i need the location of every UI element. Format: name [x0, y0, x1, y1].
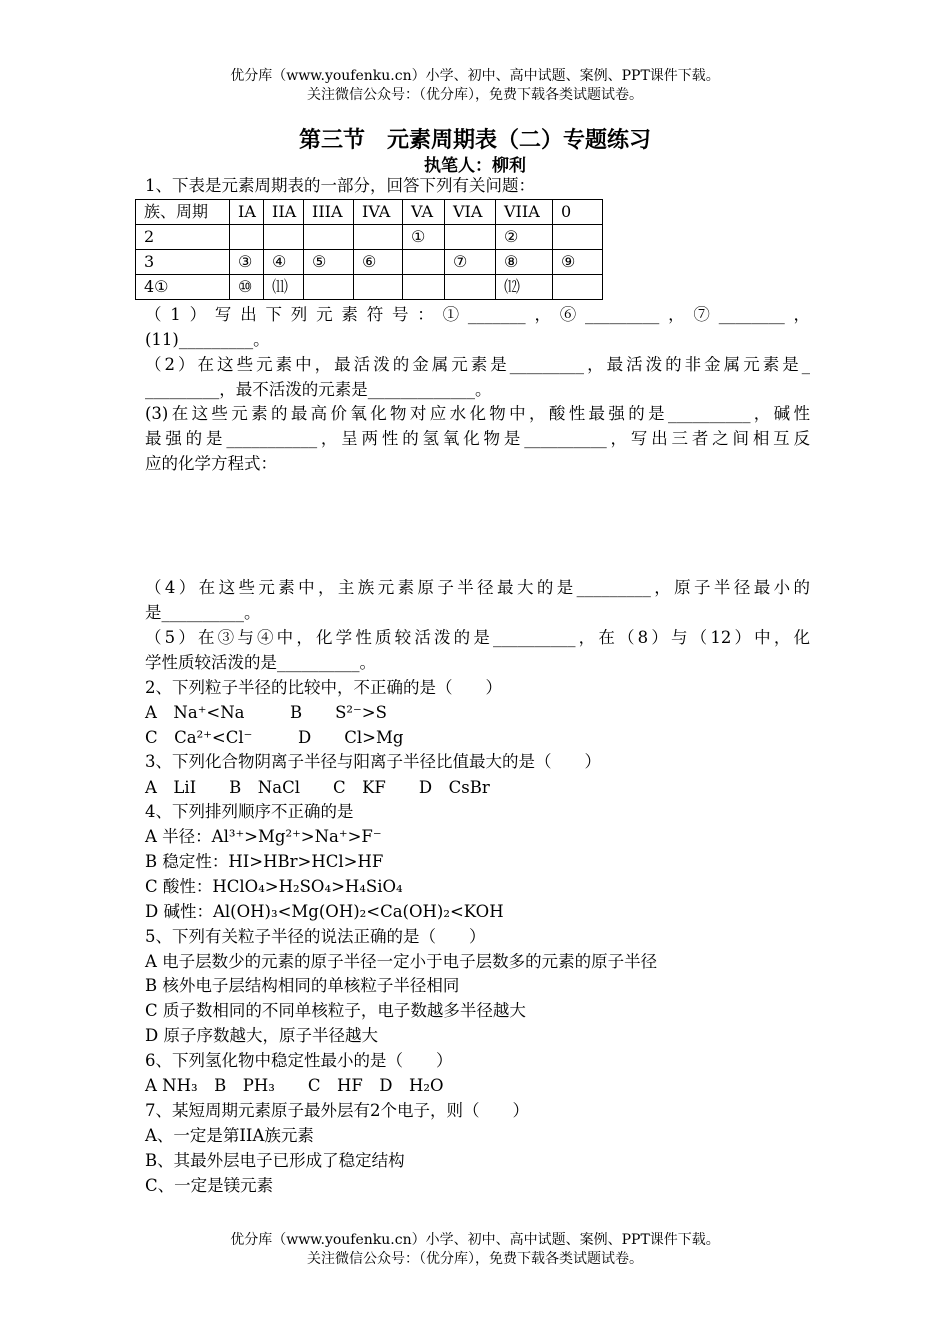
- table-cell: 4①: [136, 275, 230, 300]
- q2-option-a: A Na⁺<Na: [145, 703, 245, 722]
- q2-option-d: D Cl>Mg: [298, 728, 404, 747]
- header-line-2: 关注微信公众号：（优分库），免费下载各类试题试卷。: [307, 87, 643, 103]
- table-cell: IIA: [264, 200, 304, 225]
- q5-option-a: A 电子层数少的元素的原子半径一定小于电子层数多的元素的原子半径: [145, 952, 658, 971]
- table-cell: IVA: [354, 200, 403, 225]
- table-cell: ④: [264, 250, 304, 275]
- q7-option-a: A、一定是第IIA族元素: [145, 1126, 314, 1145]
- q2-stem: 2、下列粒子半径的比较中，不正确的是（ ）: [145, 678, 502, 697]
- table-cell: IIIA: [304, 200, 354, 225]
- q7-option-c: C、一定是镁元素: [145, 1176, 274, 1195]
- q1-part5-line2: 学性质较活泼的是__________。: [145, 653, 376, 672]
- q7-option-b: B、其最外层电子已形成了稳定结构: [145, 1151, 405, 1170]
- table-cell: ⑩: [230, 275, 264, 300]
- q5-stem: 5、下列有关粒子半径的说法正确的是（ ）: [145, 927, 486, 946]
- q7-stem: 7、某短周期元素原子最外层有2个电子，则（ ）: [145, 1101, 529, 1120]
- author: 执笔人：柳利: [424, 156, 526, 176]
- page-title: 第三节 元素周期表（二）专题练习: [298, 128, 651, 153]
- q1-stem: 1、下表是元素周期表的一部分，回答下列有关问题：: [145, 176, 535, 195]
- q2-option-b: B S²⁻>S: [290, 703, 387, 722]
- table-cell: [553, 225, 603, 250]
- q4-stem: 4、下列排列顺序不正确的是: [145, 802, 354, 821]
- q1-part3-line2: 最强的是___________，呈两性的氢氧化物是__________，写出三者之间相互反: [145, 429, 810, 448]
- table-cell: ⑧: [496, 250, 553, 275]
- q5-option-b: B 核外电子层结构相同的单核粒子半径相同: [145, 976, 460, 995]
- table-row: [136, 250, 603, 275]
- table-cell: VIIA: [496, 200, 553, 225]
- table-cell: [304, 275, 354, 300]
- q1-part1-line1: （1）写出下列元素符号：①_______，⑥_________，⑦________，: [145, 305, 810, 324]
- table-cell: [403, 275, 445, 300]
- table-cell: 族、周期: [136, 200, 230, 225]
- table-cell: ⑿: [496, 275, 553, 300]
- table-cell: [553, 275, 603, 300]
- table-cell: [403, 250, 445, 275]
- q1-part2-line2: _________，最不活泼的元素是_____________。: [145, 380, 492, 399]
- table-cell: [354, 225, 403, 250]
- table-row: [136, 275, 603, 300]
- table-cell: VIA: [445, 200, 496, 225]
- table-cell: ②: [496, 225, 553, 250]
- table-cell: ①: [403, 225, 445, 250]
- q1-part4-line2: 是__________。: [145, 603, 261, 622]
- table-cell: [354, 275, 403, 300]
- q1-part1-line2: (11)_________。: [145, 330, 270, 349]
- table-cell: [445, 225, 496, 250]
- q4-option-d: D 碱性：Al(OH)₃<Mg(OH)₂<Ca(OH)₂<KOH: [145, 902, 504, 921]
- q1-part5-line1: （5）在③与④中，化学性质较活泼的是__________，在（8）与（12）中，化: [145, 628, 810, 647]
- q6-stem: 6、下列氢化物中稳定性最小的是（ ）: [145, 1051, 453, 1070]
- table-cell: [445, 275, 496, 300]
- table-cell: 0: [553, 200, 603, 225]
- q4-option-c: C 酸性：HClO₄>H₂SO₄>H₄SiO₄: [145, 877, 403, 896]
- q1-part3-line1: (3)在这些元素的最高价氧化物对应水化物中，酸性最强的是__________，碱性: [145, 404, 810, 423]
- header-line-1: 优分库（www.youfenku.cn）小学、初中、高中试题、案例、PPT课件下载。: [230, 68, 720, 84]
- table-cell: VA: [403, 200, 445, 225]
- q1-part3-line3: 应的化学方程式：: [145, 454, 277, 473]
- q3-options: A LiI B NaCl C KF D CsBr: [145, 778, 490, 797]
- table-cell: [230, 225, 264, 250]
- q3-stem: 3、下列化合物阴离子半径与阳离子半径比值最大的是（ ）: [145, 752, 601, 771]
- table-row: [136, 225, 603, 250]
- q4-option-b: B 稳定性：HI>HBr>HCl>HF: [145, 852, 384, 871]
- table-cell: [264, 225, 304, 250]
- table-cell: 2: [136, 225, 230, 250]
- q2-option-c: C Ca²⁺<Cl⁻: [145, 728, 253, 747]
- q5-option-d: D 原子序数越大，原子半径越大: [145, 1026, 378, 1045]
- table-cell: IA: [230, 200, 264, 225]
- table-cell: ⑤: [304, 250, 354, 275]
- table-cell: [304, 225, 354, 250]
- table-cell: 3: [136, 250, 230, 275]
- q4-option-a: A 半径：Al³⁺>Mg²⁺>Na⁺>F⁻: [145, 827, 382, 846]
- table-cell: ⑥: [354, 250, 403, 275]
- table-header-row: [136, 200, 603, 225]
- q5-option-c: C 质子数相同的不同单核粒子，电子数越多半径越大: [145, 1001, 526, 1020]
- periodic-table: [135, 199, 603, 300]
- q6-options: A NH₃ B PH₃ C HF D H₂O: [145, 1076, 444, 1095]
- footer-line-2: 关注微信公众号：（优分库），免费下载各类试题试卷。: [307, 1251, 643, 1267]
- table-cell: ⑾: [264, 275, 304, 300]
- q1-part4-line1: （4）在这些元素中，主族元素原子半径最大的是_________，原子半径最小的: [145, 578, 810, 597]
- q1-part2-line1: （2）在这些元素中，最活泼的金属元素是_________，最活泼的非金属元素是_: [145, 355, 810, 374]
- table-cell: ⑨: [553, 250, 603, 275]
- table-cell: ⑦: [445, 250, 496, 275]
- table-cell: ③: [230, 250, 264, 275]
- footer-line-1: 优分库（www.youfenku.cn）小学、初中、高中试题、案例、PPT课件下载。: [230, 1232, 720, 1248]
